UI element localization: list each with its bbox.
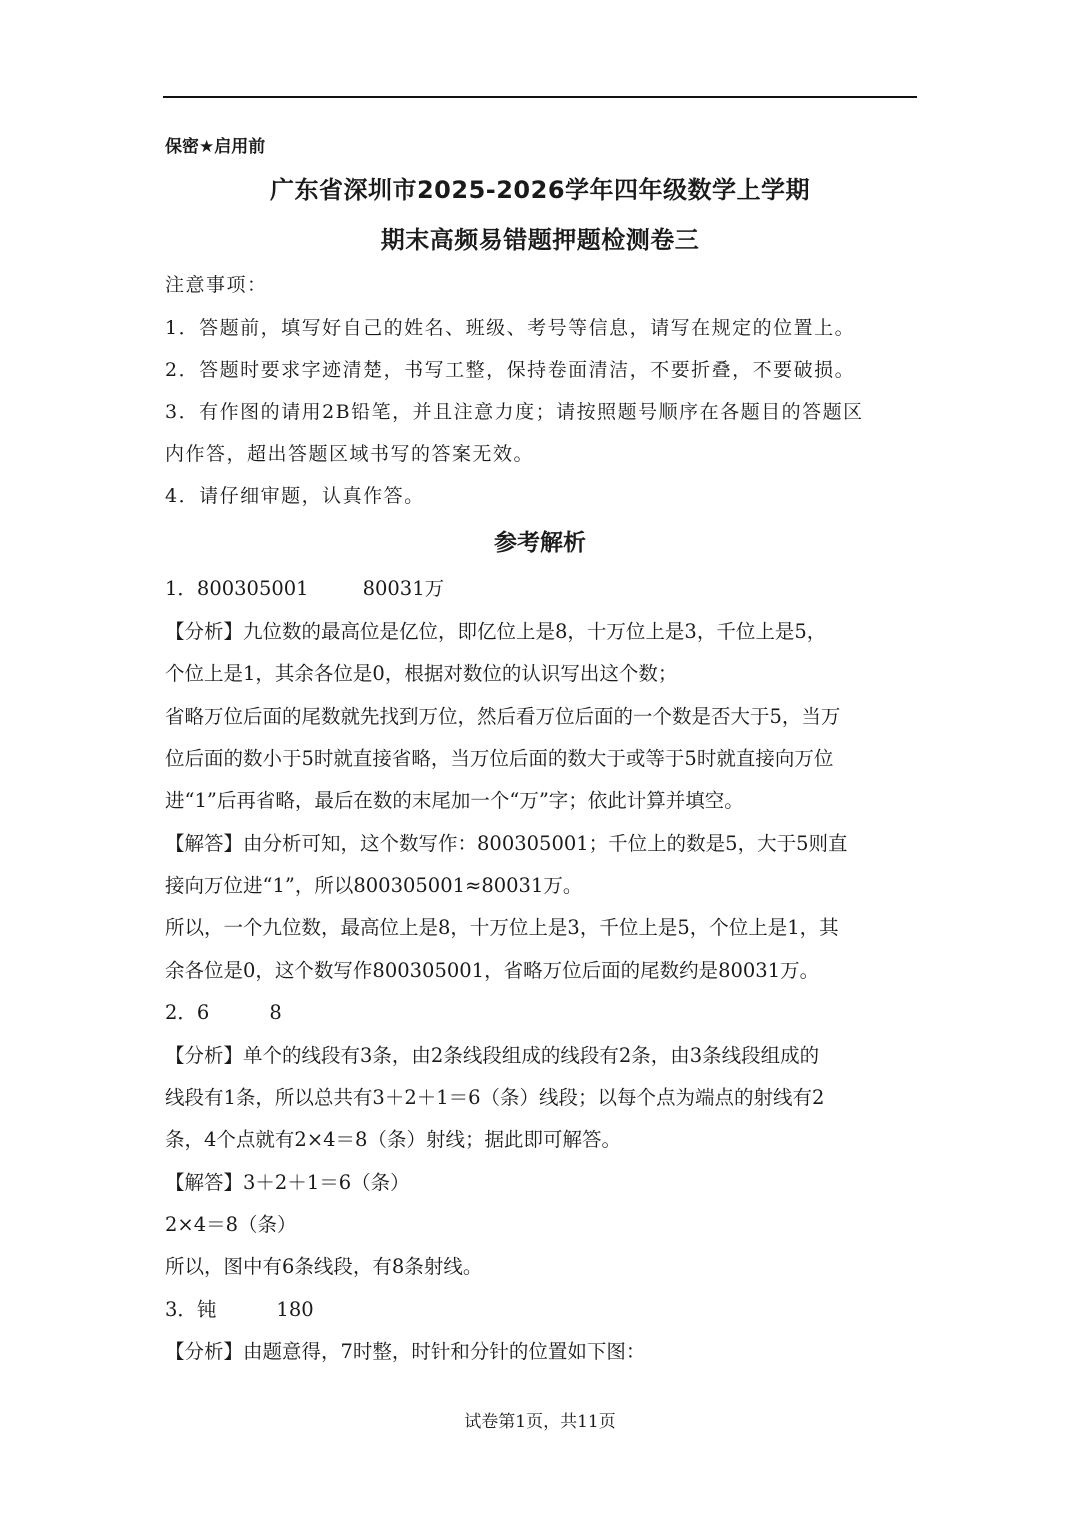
page-footer: 试卷第1页，共11页 xyxy=(464,1412,616,1432)
q1-text-line: 个位上是1，其余各位是0，根据对数位的认识写出这个数； xyxy=(165,662,678,685)
notice-item: 内作答，超出答题区域书写的答案无效。 xyxy=(165,443,535,465)
q1-text-line: 进“1”后再省略，最后在数的末尾加一个“万”字；依此计算并填空。 xyxy=(165,789,744,812)
q3-answer-a: 3．钝 xyxy=(165,1298,217,1321)
q2-text-line: 条，4个点就有2×4＝8（条）射线；据此即可解答。 xyxy=(165,1128,621,1151)
q2-text-line: 所以，图中有6条线段，有8条射线。 xyxy=(165,1255,483,1278)
q2-text-line: 线段有1条，所以总共有3＋2＋1＝6（条）线段；以每个点为端点的射线有2 xyxy=(165,1086,825,1109)
notice-item: 4．请仔细审题，认真作答。 xyxy=(165,485,425,507)
q1-answer-a: 1．800305001 xyxy=(165,577,309,600)
answer-line-q1 xyxy=(165,573,444,601)
answer-line-q2 xyxy=(165,997,282,1025)
q1-text-line: 位后面的数小于5时就直接省略，当万位后面的数大于或等于5时就直接向万位 xyxy=(165,747,834,770)
answer-line-q3 xyxy=(165,1294,314,1322)
q1-text-line: 【解答】由分析可知，这个数写作：800305001；千位上的数是5，大于5则直 xyxy=(165,832,848,855)
q2-text-line: 【解答】3＋2＋1＝6（条） xyxy=(165,1171,410,1194)
q2-text-line: 2×4＝8（条） xyxy=(165,1213,297,1236)
q2-answer-b: 8 xyxy=(269,1001,282,1024)
q3-text-line: 【分析】由题意得，7时整，时针和分针的位置如下图： xyxy=(165,1340,646,1363)
q1-text-line: 所以，一个九位数，最高位上是8，十万位上是3，千位上是5，个位上是1，其 xyxy=(165,916,839,939)
q3-answer-b: 180 xyxy=(276,1298,314,1321)
header-rule xyxy=(163,96,917,98)
q1-answer-b: 80031万 xyxy=(362,577,445,600)
q2-answer-a: 2．6 xyxy=(165,1001,210,1024)
q1-text-line: 【分析】九位数的最高位是亿位，即亿位上是8，十万位上是3，千位上是5， xyxy=(165,620,827,643)
section-heading: 参考解析 xyxy=(494,530,586,556)
q1-text-line: 省略万位后面的尾数就先找到万位，然后看万位后面的一个数是否大于5，当万 xyxy=(165,705,841,728)
notice-heading: 注意事项： xyxy=(165,274,268,296)
page-title-line1: 广东省深圳市2025-2026学年四年级数学上学期 xyxy=(269,176,811,204)
notice-item: 3．有作图的请用2B铅笔，并且注意力度；请按照题号顺序在各题目的答题区 xyxy=(165,401,864,423)
q2-text-line: 【分析】单个的线段有3条，由2条线段组成的线段有2条，由3条线段组成的 xyxy=(165,1044,820,1067)
notice-item: 1．答题前，填写好自己的姓名、班级、考号等信息，请写在规定的位置上。 xyxy=(165,317,856,339)
q1-text-line: 接向万位进“1”，所以800305001≈80031万。 xyxy=(165,874,583,897)
notice-item: 2．答题时要求字迹清楚，书写工整，保持卷面清洁，不要折叠，不要破损。 xyxy=(165,359,856,381)
confidential-label: 保密★启用前 xyxy=(165,137,266,157)
q1-text-line: 余各位是0，这个数写作800305001，省略万位后面的尾数约是80031万。 xyxy=(165,959,820,982)
page-title-line2: 期末高频易错题押题检测卷三 xyxy=(380,226,700,254)
